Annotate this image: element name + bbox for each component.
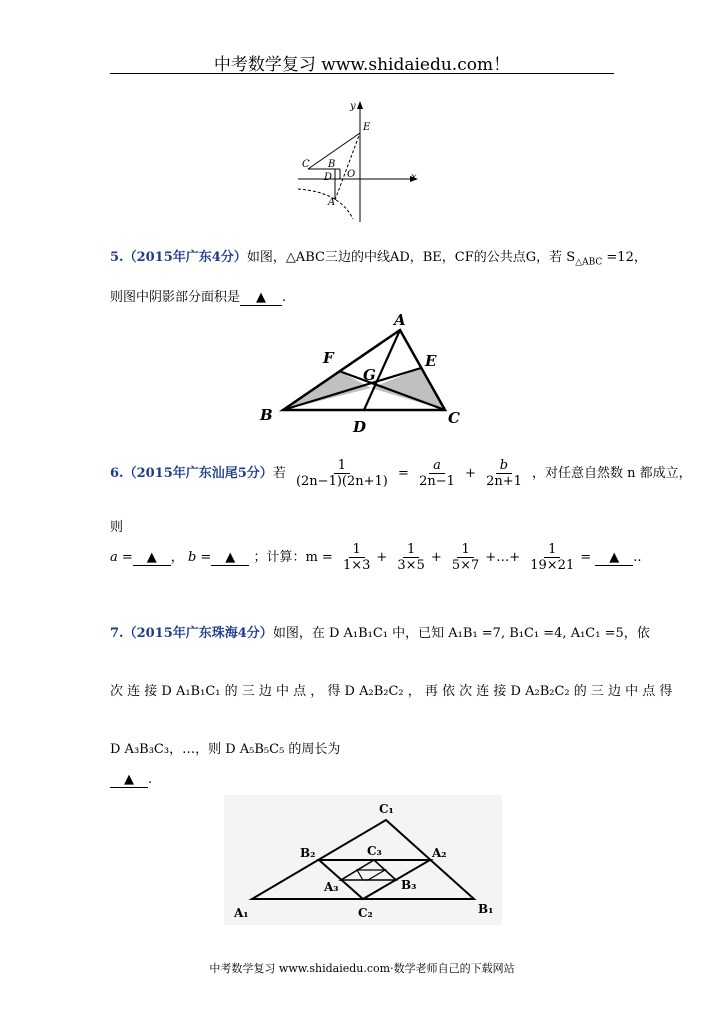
q6-b-label: b = xyxy=(187,550,212,565)
q7-label-a3: A₃ xyxy=(324,880,339,894)
q7-label-b1: B₁ xyxy=(478,902,494,916)
q6-b-blank[interactable]: ▲ xyxy=(211,550,249,566)
fig1-label-y: y xyxy=(350,101,356,112)
fig1-label-b: B xyxy=(328,159,336,170)
q6-ruo: 若 xyxy=(272,466,286,481)
q6-number: 6.（2015年广东汕尾5分） xyxy=(110,466,273,481)
fig1-label-a: A xyxy=(328,197,336,208)
q6-tail: ，对任意自然数 n 都成立， xyxy=(532,466,692,481)
q7-label-a1: A₁ xyxy=(234,906,249,920)
q5-eq: =12， xyxy=(602,250,647,265)
q6-term-3: $\frac{1}{5\times 7}$ xyxy=(451,542,480,573)
fig1-label-d: D xyxy=(324,172,333,183)
q6-a-label: a = xyxy=(110,550,133,565)
q5-sub: △ABC xyxy=(575,257,603,268)
q7-text1: 如图，在 D A₁B₁C₁ 中，已知 A₁B₁ =7, B₁C₁ =4, A₁C₁ =5，依 xyxy=(272,626,650,641)
q5-label-a: A xyxy=(394,311,406,329)
figure-triangle-medians xyxy=(255,308,470,436)
q7-line2: 次 连 接 D A₁B₁C₁ 的 三 边 中 点 ， 得 D A₂B₂C₂ ， 再 依 次 连 接 D A₂B₂C₂ 的 三 边 中 点 得 xyxy=(110,684,673,699)
q6-line1: 6.（2015年广东汕尾5分）若 $\frac{1}{(2n-1)(2n+1)}$ = $\frac{a}{2n-1}$ + $\frac{b}{2n+1}$ ，对任意自然数 n 都成立， xyxy=(110,458,692,489)
q7-answer-blank[interactable]: ▲ xyxy=(110,772,148,788)
q5-number: 5.（2015年广东4分） xyxy=(110,250,247,265)
q5-line2 xyxy=(110,286,286,306)
hyperbola-curve xyxy=(298,189,353,219)
q7-line1 xyxy=(110,622,650,641)
q7-number: 7.（2015年广东珠海4分） xyxy=(110,626,273,641)
q5-label-g: G xyxy=(363,366,376,384)
q5-label-c: C xyxy=(448,409,460,427)
q5-answer-blank[interactable]: ▲ xyxy=(240,290,282,306)
q6-frac-a: $\frac{a}{2n-1}$ xyxy=(419,458,455,489)
q6-term-2: $\frac{1}{3\times 5}$ xyxy=(397,542,425,573)
q6-m-blank[interactable]: ▲ xyxy=(595,550,633,566)
page-footer: 中考数学复习 www.shidaiedu.com·数学老师自己的下载网站 xyxy=(209,962,515,975)
q7-label-c2: C₂ xyxy=(358,906,373,920)
q7-label-b2: B₂ xyxy=(300,846,316,860)
q7-label-c1: C₁ xyxy=(379,802,394,816)
q6-frac-1: $\frac{1}{(2n-1)(2n+1)}$ xyxy=(295,458,388,489)
fig1-label-x: x xyxy=(411,172,417,183)
figure-nested-triangles xyxy=(224,795,502,925)
q5-label-f: F xyxy=(323,349,334,367)
q5-tail: . xyxy=(282,290,287,305)
q6-ze: 则 xyxy=(110,520,124,535)
q5-line1 xyxy=(110,246,647,268)
q5-label-b: B xyxy=(260,406,273,424)
figure-coordinate xyxy=(290,97,430,225)
q7-label-b3: B₃ xyxy=(401,878,417,892)
q6-frac-b: $\frac{b}{2n+1}$ xyxy=(486,458,522,489)
q7-line4: ▲ . xyxy=(110,772,152,788)
q5-label-e: E xyxy=(425,352,437,370)
page-header: 中考数学复习 www.shidaiedu.com！ xyxy=(213,55,511,75)
q6-a-blank[interactable]: ▲ xyxy=(133,550,171,566)
q6-line3: a = ▲ ， b = ▲ ；计算：m = $\frac{1}{1\times 3}$ + $\frac{1}{3\times 5}$ + $\frac{1}{5\times 7}$ +…+ $\frac{1}{19\times 21}$ = ▲ .. xyxy=(110,542,642,573)
q7-label-c3: C₃ xyxy=(367,844,382,858)
q6-term-last: $\frac{1}{19\times 21}$ xyxy=(530,542,575,573)
q5-question: 则图中阴影部分面积是 xyxy=(110,290,241,305)
q5-label-d: D xyxy=(353,418,367,436)
q5-text: 如图，△ABC三边的中线AD，BE，CF的公共点G，若 S xyxy=(246,250,576,265)
fig1-label-e: E xyxy=(363,122,371,133)
header-rule xyxy=(110,73,614,74)
q7-line3: D A₃B₃C₃，…，则 D A₅B₅C₅ 的周长为 xyxy=(110,742,341,757)
fig1-label-c: C xyxy=(302,159,310,170)
q6-term-1: $\frac{1}{1\times 3}$ xyxy=(342,542,371,573)
q7-label-a2: A₂ xyxy=(432,846,447,860)
fig1-label-o: O xyxy=(347,169,356,180)
q6-calc: ；计算：m = xyxy=(253,550,333,565)
